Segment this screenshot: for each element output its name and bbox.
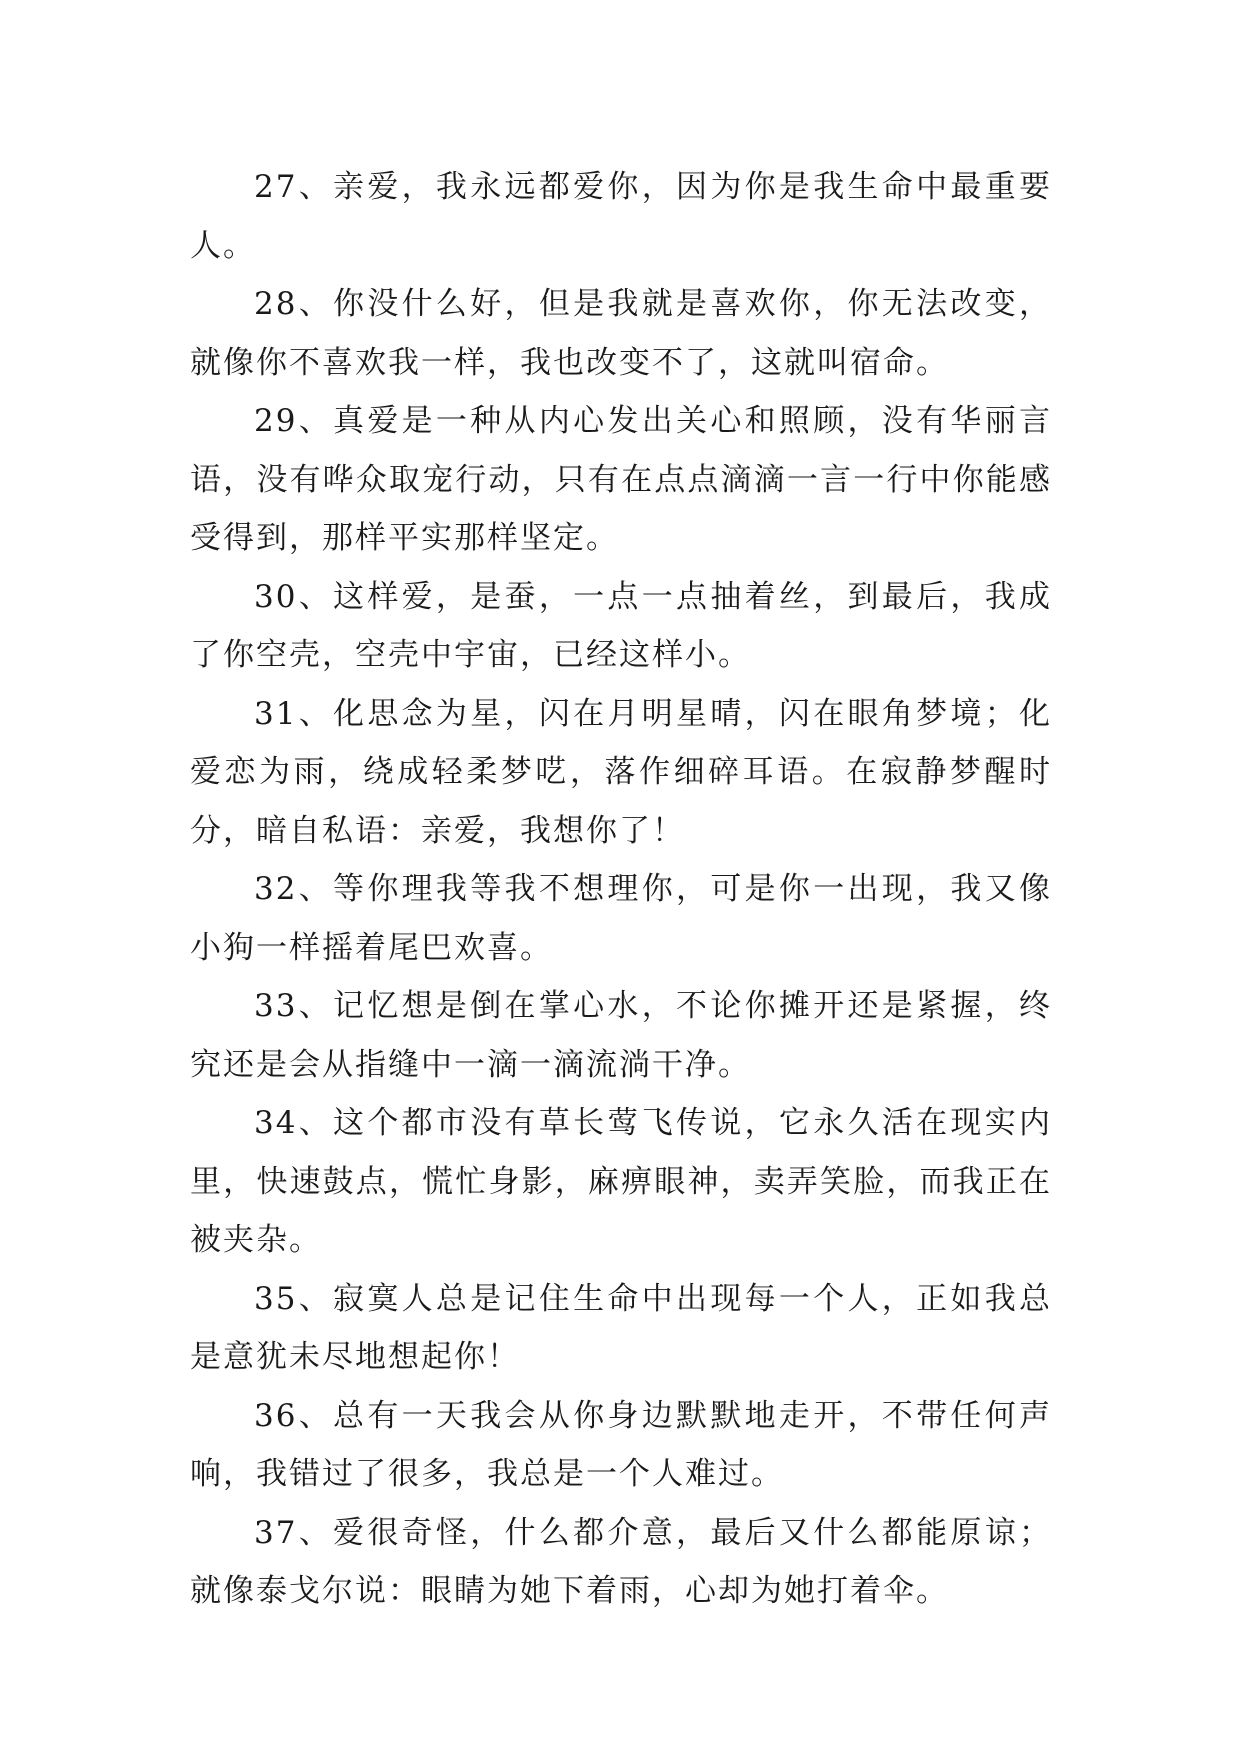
paragraph-27: 27、亲爱，我永远都爱你，因为你是我生命中最重要人。 bbox=[190, 169, 1052, 264]
paragraph-29: 29、真爱是一种从内心发出关心和照顾，没有华丽言语，没有哗众取宠行动，只有在点点滴滴一言一行中你能感受得到，那样平实那样坚定。 bbox=[190, 403, 1052, 556]
paragraph-37: 37、爱很奇怪，什么都介意，最后又什么都能原谅；就像泰戈尔说：眼睛为她下着雨，心却为她打着伞。 bbox=[190, 1514, 1052, 1609]
document-body bbox=[190, 158, 1052, 1621]
paragraph-36: 36、总有一天我会从你身边默默地走开，不带任何声响，我错过了很多，我总是一个人难过。 bbox=[190, 1397, 1052, 1492]
paragraph-32: 32、等你理我等我不想理你，可是你一出现，我又像小狗一样摇着尾巴欢喜。 bbox=[190, 871, 1052, 966]
paragraph-31: 31、化思念为星，闪在月明星晴，闪在眼角梦境；化爱恋为雨，绕成轻柔梦呓，落作细碎耳语。在寂静梦醒时分，暗自私语：亲爱，我想你了！ bbox=[190, 695, 1052, 849]
paragraph-30: 30、这样爱，是蚕，一点一点抽着丝，到最后，我成了你空壳，空壳中宇宙，已经这样小。 bbox=[190, 578, 1052, 673]
paragraph-28: 28、你没什么好，但是我就是喜欢你，你无法改变，就像你不喜欢我一样，我也改变不了，这就叫宿命。 bbox=[190, 286, 1052, 381]
paragraph-35: 35、寂寞人总是记住生命中出现每一个人，正如我总是意犹未尽地想起你！ bbox=[190, 1280, 1052, 1375]
paragraph-34: 34、这个都市没有草长莺飞传说，它永久活在现实内里，快速鼓点，慌忙身影，麻痹眼神，卖弄笑脸，而我正在被夹杂。 bbox=[190, 1105, 1052, 1258]
paragraph-33: 33、记忆想是倒在掌心水，不论你摊开还是紧握，终究还是会从指缝中一滴一滴流淌干净。 bbox=[190, 988, 1052, 1083]
